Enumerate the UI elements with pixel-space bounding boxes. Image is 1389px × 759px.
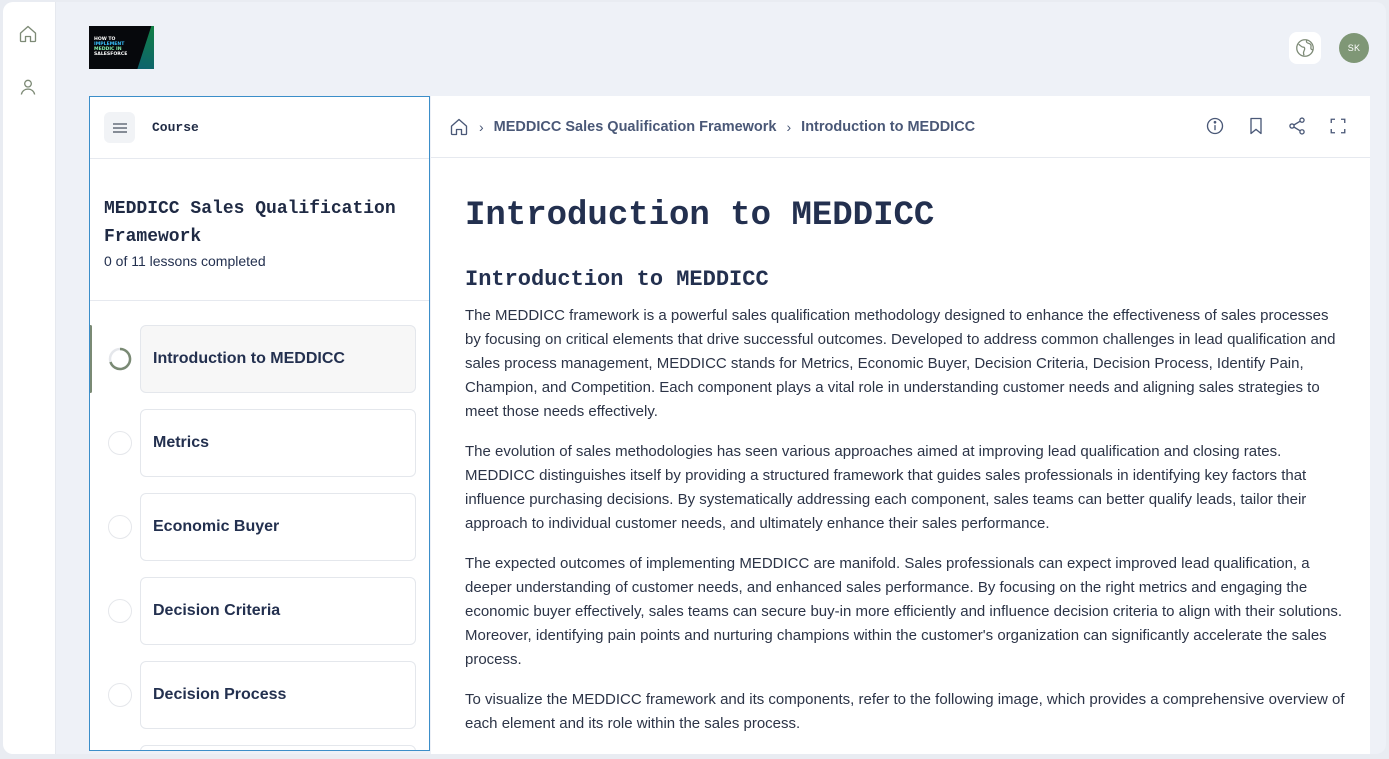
sidebar-header bbox=[90, 97, 429, 159]
not-started-icon bbox=[108, 515, 132, 539]
lesson-label: Decision Process bbox=[140, 661, 416, 729]
fullscreen-icon[interactable] bbox=[1326, 114, 1350, 138]
breadcrumb-home-icon[interactable] bbox=[449, 117, 469, 137]
lesson-paragraph: The MEDDICC framework is a powerful sales qualification methodology designed to enhance the effectiveness of sales processes by focusing on critical elements that drive successful outcomes. Developed to address common challenges in lead qualification and sales process management, MEDDICC stands for Metrics, Economic Buyer, Decision Criteria, Decision Process, Identify Pain, Champion, and Competition. Each component plays a vital role in understanding customer needs and aligning sales strategies to meet those needs effectively. bbox=[465, 307, 1336, 420]
lesson-content bbox=[465, 196, 1345, 736]
globe-icon bbox=[1294, 37, 1316, 59]
lesson-panel bbox=[431, 96, 1370, 754]
share-icon[interactable] bbox=[1285, 114, 1309, 138]
lesson-label: Decision Criteria bbox=[140, 577, 416, 645]
not-started-icon bbox=[108, 599, 132, 623]
language-globe-button[interactable] bbox=[1289, 32, 1321, 64]
lesson-title: Introduction to MEDDICC bbox=[465, 197, 935, 235]
bookmark-icon[interactable] bbox=[1244, 114, 1268, 138]
home-icon[interactable] bbox=[16, 22, 40, 46]
lesson-paragraph: To visualize the MEDDICC framework and its components, refer to the following image, which provides a comprehensive overview of each element and its role within the sales process. bbox=[465, 691, 1345, 732]
chevron-right-icon: › bbox=[479, 118, 484, 135]
lesson-item-metrics[interactable] bbox=[90, 409, 429, 493]
lesson-label: Introduction to MEDDICC bbox=[140, 325, 416, 393]
course-info bbox=[90, 159, 429, 301]
user-avatar[interactable]: SK bbox=[1339, 33, 1369, 63]
lesson-item-next[interactable] bbox=[90, 745, 429, 751]
info-icon[interactable] bbox=[1203, 114, 1227, 138]
course-title: MEDDICC Sales Qualification Framework bbox=[104, 199, 396, 247]
not-started-icon bbox=[108, 683, 132, 707]
breadcrumb-lesson: Introduction to MEDDICC bbox=[801, 118, 976, 135]
lesson-paragraph: The evolution of sales methodologies has seen various approaches aimed at improving lead qualification and closing rates. MEDDICC distinguishes itself by providing a structured framework that guides sales professionals in identifying key factors that influence purchasing decisions. By systematically addressing each component, sales teams can better qualify leads, tailor their approach to individual customer needs, and ultimately enhance their sales performance. bbox=[465, 443, 1307, 532]
menu-button[interactable] bbox=[104, 112, 135, 143]
lesson-label: Metrics bbox=[140, 409, 416, 477]
course-progress-text: 0 of 11 lessons completed bbox=[104, 253, 266, 269]
lesson-item-decision-criteria[interactable] bbox=[90, 577, 429, 661]
breadcrumb-course[interactable]: MEDDICC Sales Qualification Framework bbox=[493, 118, 777, 135]
lesson-card-partial bbox=[140, 745, 416, 751]
lesson-item-introduction[interactable] bbox=[90, 325, 429, 409]
sidebar-header-label: Course bbox=[152, 120, 199, 135]
lesson-list bbox=[90, 301, 429, 751]
lesson-paragraph: The expected outcomes of implementing MEDDICC are manifold. Sales professionals can expect improved lead qualification, a deeper understanding of customer needs, and enhanced sales performance. By focusing on the right metrics and engaging the economic buyer effectively, sales teams can secure buy-in more efficiently and influence decision criteria to align with their solutions. Moreover, identifying pain points and nurturing champions within the customer's organization can significantly accelerate the sales process. bbox=[465, 555, 1343, 668]
not-started-icon bbox=[108, 431, 132, 455]
lesson-actions bbox=[1203, 114, 1350, 138]
lesson-label: Economic Buyer bbox=[140, 493, 416, 561]
in-progress-icon bbox=[108, 347, 132, 371]
hamburger-icon bbox=[112, 122, 128, 134]
course-sidebar bbox=[89, 96, 430, 751]
lesson-item-decision-process[interactable] bbox=[90, 661, 429, 745]
profile-icon[interactable] bbox=[16, 75, 40, 99]
lesson-item-economic-buyer[interactable] bbox=[90, 493, 429, 577]
course-logo[interactable]: HOW TO IMPLEMENT MEDDIC IN SALESFORCE bbox=[89, 26, 154, 69]
chevron-right-icon: › bbox=[786, 118, 792, 135]
left-rail bbox=[3, 2, 56, 754]
lesson-subtitle: Introduction to MEDDICC bbox=[465, 267, 769, 292]
app-frame bbox=[3, 2, 1386, 754]
